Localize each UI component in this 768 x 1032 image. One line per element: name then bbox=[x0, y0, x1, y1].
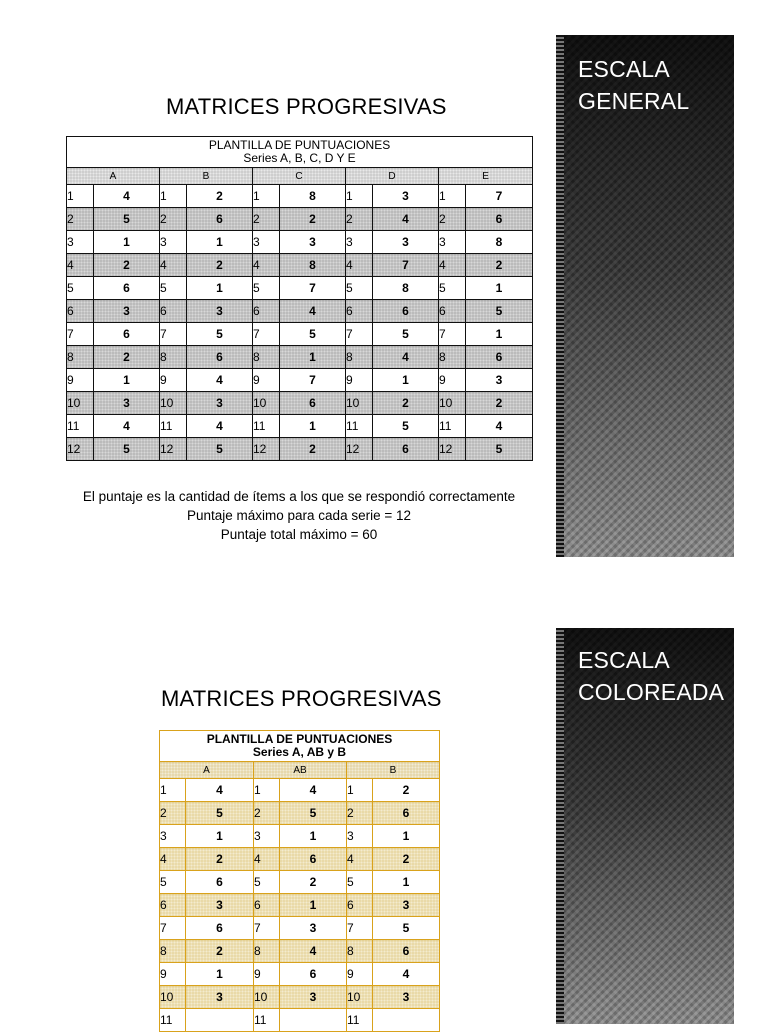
item-number: 2 bbox=[346, 208, 373, 231]
correct-answer: 1 bbox=[373, 825, 440, 848]
correct-answer: 7 bbox=[373, 254, 439, 277]
correct-answer: 3 bbox=[373, 185, 439, 208]
scoring-notes bbox=[66, 487, 532, 544]
correct-answer: 5 bbox=[280, 323, 346, 346]
note-line: Puntaje total máximo = 60 bbox=[220, 527, 378, 542]
correct-answer: 5 bbox=[373, 917, 440, 940]
item-number: 1 bbox=[253, 185, 280, 208]
series-header-row bbox=[160, 762, 440, 779]
correct-answer: 2 bbox=[187, 254, 253, 277]
item-number: 2 bbox=[67, 208, 94, 231]
correct-answer: 4 bbox=[186, 779, 254, 802]
side-banner-title: ESCALA GENERAL bbox=[578, 56, 690, 114]
table-header bbox=[67, 137, 533, 168]
item-number: 9 bbox=[439, 369, 466, 392]
correct-answer: 5 bbox=[373, 323, 439, 346]
table-row bbox=[160, 871, 440, 894]
item-number: 7 bbox=[439, 323, 466, 346]
side-banner bbox=[556, 628, 734, 1024]
correct-answer: 4 bbox=[187, 369, 253, 392]
table-header bbox=[160, 731, 440, 762]
correct-answer: 6 bbox=[187, 346, 253, 369]
correct-answer: 1 bbox=[280, 415, 346, 438]
table-row bbox=[160, 940, 440, 963]
correct-answer: 2 bbox=[373, 392, 439, 415]
table-row bbox=[160, 848, 440, 871]
correct-answer: 8 bbox=[466, 231, 533, 254]
item-number: 7 bbox=[253, 323, 280, 346]
item-number: 2 bbox=[253, 208, 280, 231]
correct-answer: 5 bbox=[280, 802, 347, 825]
correct-answer bbox=[186, 1009, 254, 1032]
item-number: 4 bbox=[160, 254, 187, 277]
item-number: 10 bbox=[346, 392, 373, 415]
correct-answer: 2 bbox=[186, 848, 254, 871]
correct-answer: 2 bbox=[186, 940, 254, 963]
correct-answer: 6 bbox=[280, 963, 347, 986]
item-number: 5 bbox=[253, 277, 280, 300]
table-header-subtitle: Series A, AB y B bbox=[252, 745, 347, 759]
item-number: 4 bbox=[67, 254, 94, 277]
correct-answer: 3 bbox=[373, 231, 439, 254]
correct-answer: 2 bbox=[187, 185, 253, 208]
item-number: 11 bbox=[347, 1009, 373, 1032]
item-number: 10 bbox=[67, 392, 94, 415]
item-number: 10 bbox=[439, 392, 466, 415]
correct-answer: 2 bbox=[373, 848, 440, 871]
table-row bbox=[160, 1009, 440, 1032]
page-title: MATRICES PROGRESIVAS bbox=[166, 94, 447, 119]
table-row bbox=[160, 825, 440, 848]
correct-answer: 1 bbox=[187, 231, 253, 254]
correct-answer: 8 bbox=[280, 185, 346, 208]
item-number: 11 bbox=[439, 415, 466, 438]
item-number: 9 bbox=[253, 369, 280, 392]
item-number: 12 bbox=[439, 438, 466, 461]
correct-answer: 1 bbox=[373, 871, 440, 894]
correct-answer: 4 bbox=[94, 415, 160, 438]
item-number: 10 bbox=[160, 986, 186, 1009]
item-number: 1 bbox=[160, 779, 186, 802]
item-number: 4 bbox=[160, 848, 186, 871]
item-number: 8 bbox=[439, 346, 466, 369]
series-label: B bbox=[347, 762, 440, 779]
item-number: 11 bbox=[253, 415, 280, 438]
correct-answer: 4 bbox=[280, 300, 346, 323]
item-number: 8 bbox=[253, 346, 280, 369]
correct-answer: 7 bbox=[280, 369, 346, 392]
item-number: 1 bbox=[254, 779, 280, 802]
correct-answer: 6 bbox=[94, 277, 160, 300]
correct-answer: 3 bbox=[280, 986, 347, 1009]
item-number: 3 bbox=[439, 231, 466, 254]
score-table bbox=[159, 730, 440, 1032]
correct-answer: 1 bbox=[186, 825, 254, 848]
item-number: 7 bbox=[160, 917, 186, 940]
correct-answer: 3 bbox=[373, 986, 440, 1009]
item-number: 5 bbox=[439, 277, 466, 300]
table-header-subtitle: Series A, B, C, D Y E bbox=[243, 151, 356, 165]
item-number: 6 bbox=[254, 894, 280, 917]
table-row bbox=[67, 369, 533, 392]
correct-answer: 4 bbox=[94, 185, 160, 208]
item-number: 10 bbox=[254, 986, 280, 1009]
correct-answer: 1 bbox=[187, 277, 253, 300]
item-number: 9 bbox=[160, 963, 186, 986]
item-number: 3 bbox=[67, 231, 94, 254]
correct-answer: 5 bbox=[187, 438, 253, 461]
item-number: 1 bbox=[347, 779, 373, 802]
item-number: 7 bbox=[346, 323, 373, 346]
correct-answer: 6 bbox=[373, 438, 439, 461]
correct-answer: 3 bbox=[280, 917, 347, 940]
item-number: 9 bbox=[254, 963, 280, 986]
item-number: 5 bbox=[67, 277, 94, 300]
correct-answer: 6 bbox=[373, 300, 439, 323]
correct-answer: 5 bbox=[94, 208, 160, 231]
table-row bbox=[160, 917, 440, 940]
table-row bbox=[160, 779, 440, 802]
table-row bbox=[67, 185, 533, 208]
correct-answer: 5 bbox=[466, 300, 533, 323]
item-number: 1 bbox=[160, 185, 187, 208]
correct-answer: 1 bbox=[280, 894, 347, 917]
item-number: 7 bbox=[160, 323, 187, 346]
correct-answer: 5 bbox=[373, 415, 439, 438]
correct-answer: 3 bbox=[280, 231, 346, 254]
series-label: C bbox=[253, 168, 346, 185]
series-label: A bbox=[160, 762, 254, 779]
correct-answer: 4 bbox=[280, 940, 347, 963]
item-number: 2 bbox=[160, 208, 187, 231]
item-number: 4 bbox=[439, 254, 466, 277]
item-number: 11 bbox=[254, 1009, 280, 1032]
side-banner-title: ESCALA COLOREADA bbox=[578, 647, 725, 705]
slide-escala-coloreada bbox=[0, 590, 768, 1027]
item-number: 12 bbox=[160, 438, 187, 461]
correct-answer: 3 bbox=[186, 986, 254, 1009]
correct-answer: 2 bbox=[94, 254, 160, 277]
table-row bbox=[160, 802, 440, 825]
correct-answer: 4 bbox=[280, 779, 347, 802]
table-row bbox=[67, 300, 533, 323]
correct-answer: 6 bbox=[280, 848, 347, 871]
item-number: 5 bbox=[160, 871, 186, 894]
correct-answer: 7 bbox=[280, 277, 346, 300]
correct-answer: 4 bbox=[373, 346, 439, 369]
score-table-body bbox=[67, 185, 533, 461]
series-label: AB bbox=[254, 762, 347, 779]
item-number: 6 bbox=[347, 894, 373, 917]
correct-answer: 6 bbox=[186, 917, 254, 940]
correct-answer: 2 bbox=[280, 871, 347, 894]
table-row bbox=[67, 254, 533, 277]
correct-answer: 3 bbox=[466, 369, 533, 392]
item-number: 4 bbox=[254, 848, 280, 871]
table-header-title: PLANTILLA DE PUNTUACIONES bbox=[208, 138, 391, 152]
correct-answer: 7 bbox=[466, 185, 533, 208]
correct-answer: 2 bbox=[373, 779, 440, 802]
correct-answer: 5 bbox=[187, 323, 253, 346]
item-number: 2 bbox=[439, 208, 466, 231]
item-number: 5 bbox=[346, 277, 373, 300]
correct-answer: 2 bbox=[466, 254, 533, 277]
correct-answer: 6 bbox=[187, 208, 253, 231]
item-number: 6 bbox=[160, 894, 186, 917]
correct-answer: 1 bbox=[280, 346, 346, 369]
correct-answer: 3 bbox=[94, 392, 160, 415]
series-label: D bbox=[346, 168, 439, 185]
correct-answer: 6 bbox=[466, 208, 533, 231]
item-number: 7 bbox=[67, 323, 94, 346]
note-line: El puntaje es la cantidad de ítems a los que se respondió correctamente bbox=[82, 489, 516, 504]
item-number: 9 bbox=[67, 369, 94, 392]
correct-answer: 3 bbox=[187, 300, 253, 323]
table-header-title: PLANTILLA DE PUNTUACIONES bbox=[206, 732, 393, 746]
correct-answer: 3 bbox=[186, 894, 254, 917]
item-number: 5 bbox=[160, 277, 187, 300]
correct-answer: 2 bbox=[94, 346, 160, 369]
correct-answer: 6 bbox=[373, 940, 440, 963]
correct-answer: 8 bbox=[373, 277, 439, 300]
item-number: 6 bbox=[253, 300, 280, 323]
item-number: 4 bbox=[347, 848, 373, 871]
correct-answer: 1 bbox=[94, 231, 160, 254]
table-row bbox=[67, 208, 533, 231]
correct-answer: 1 bbox=[186, 963, 254, 986]
series-label: E bbox=[439, 168, 533, 185]
item-number: 3 bbox=[346, 231, 373, 254]
item-number: 12 bbox=[253, 438, 280, 461]
correct-answer: 1 bbox=[466, 277, 533, 300]
item-number: 8 bbox=[346, 346, 373, 369]
item-number: 3 bbox=[254, 825, 280, 848]
item-number: 6 bbox=[67, 300, 94, 323]
item-number: 10 bbox=[160, 392, 187, 415]
correct-answer: 3 bbox=[187, 392, 253, 415]
item-number: 9 bbox=[346, 369, 373, 392]
item-number: 2 bbox=[347, 802, 373, 825]
item-number: 2 bbox=[254, 802, 280, 825]
correct-answer: 6 bbox=[186, 871, 254, 894]
item-number: 3 bbox=[347, 825, 373, 848]
correct-answer: 3 bbox=[373, 894, 440, 917]
correct-answer: 6 bbox=[94, 323, 160, 346]
correct-answer: 4 bbox=[373, 963, 440, 986]
correct-answer: 6 bbox=[373, 802, 440, 825]
correct-answer: 1 bbox=[280, 825, 347, 848]
page-title: MATRICES PROGRESIVAS bbox=[161, 686, 442, 711]
correct-answer: 3 bbox=[94, 300, 160, 323]
correct-answer bbox=[373, 1009, 440, 1032]
item-number: 7 bbox=[347, 917, 373, 940]
item-number: 10 bbox=[347, 986, 373, 1009]
correct-answer: 4 bbox=[373, 208, 439, 231]
series-label: B bbox=[160, 168, 253, 185]
item-number: 11 bbox=[160, 1009, 186, 1032]
item-number: 3 bbox=[160, 825, 186, 848]
item-number: 1 bbox=[439, 185, 466, 208]
item-number: 6 bbox=[439, 300, 466, 323]
correct-answer: 5 bbox=[186, 802, 254, 825]
series-header-row bbox=[67, 168, 533, 185]
item-number: 5 bbox=[254, 871, 280, 894]
table-row bbox=[67, 392, 533, 415]
correct-answer: 1 bbox=[94, 369, 160, 392]
table-row bbox=[67, 231, 533, 254]
side-banner bbox=[556, 35, 734, 557]
item-number: 12 bbox=[67, 438, 94, 461]
item-number: 11 bbox=[67, 415, 94, 438]
item-number: 10 bbox=[253, 392, 280, 415]
correct-answer: 4 bbox=[466, 415, 533, 438]
item-number: 8 bbox=[160, 940, 186, 963]
score-table bbox=[66, 136, 533, 461]
item-number: 8 bbox=[254, 940, 280, 963]
correct-answer: 8 bbox=[280, 254, 346, 277]
correct-answer: 5 bbox=[94, 438, 160, 461]
table-row bbox=[160, 963, 440, 986]
note-line: Puntaje máximo para cada serie = 12 bbox=[186, 508, 411, 523]
item-number: 8 bbox=[67, 346, 94, 369]
series-label: A bbox=[67, 168, 160, 185]
correct-answer: 1 bbox=[466, 323, 533, 346]
correct-answer: 5 bbox=[466, 438, 533, 461]
item-number: 12 bbox=[346, 438, 373, 461]
score-table-body bbox=[160, 779, 440, 1032]
item-number: 11 bbox=[346, 415, 373, 438]
item-number: 7 bbox=[254, 917, 280, 940]
item-number: 1 bbox=[67, 185, 94, 208]
correct-answer: 2 bbox=[280, 208, 346, 231]
item-number: 6 bbox=[346, 300, 373, 323]
item-number: 8 bbox=[347, 940, 373, 963]
item-number: 1 bbox=[346, 185, 373, 208]
item-number: 11 bbox=[160, 415, 187, 438]
item-number: 9 bbox=[160, 369, 187, 392]
item-number: 4 bbox=[253, 254, 280, 277]
table-row bbox=[67, 438, 533, 461]
table-row bbox=[160, 894, 440, 917]
table-row bbox=[67, 277, 533, 300]
item-number: 3 bbox=[253, 231, 280, 254]
table-row bbox=[67, 346, 533, 369]
correct-answer: 1 bbox=[373, 369, 439, 392]
table-row bbox=[160, 986, 440, 1009]
correct-answer: 2 bbox=[280, 438, 346, 461]
correct-answer: 6 bbox=[466, 346, 533, 369]
item-number: 8 bbox=[160, 346, 187, 369]
item-number: 9 bbox=[347, 963, 373, 986]
correct-answer: 4 bbox=[187, 415, 253, 438]
correct-answer: 6 bbox=[280, 392, 346, 415]
correct-answer: 2 bbox=[466, 392, 533, 415]
item-number: 2 bbox=[160, 802, 186, 825]
item-number: 4 bbox=[346, 254, 373, 277]
item-number: 5 bbox=[347, 871, 373, 894]
table-row bbox=[67, 415, 533, 438]
item-number: 6 bbox=[160, 300, 187, 323]
item-number: 3 bbox=[160, 231, 187, 254]
correct-answer bbox=[280, 1009, 347, 1032]
table-row bbox=[67, 323, 533, 346]
